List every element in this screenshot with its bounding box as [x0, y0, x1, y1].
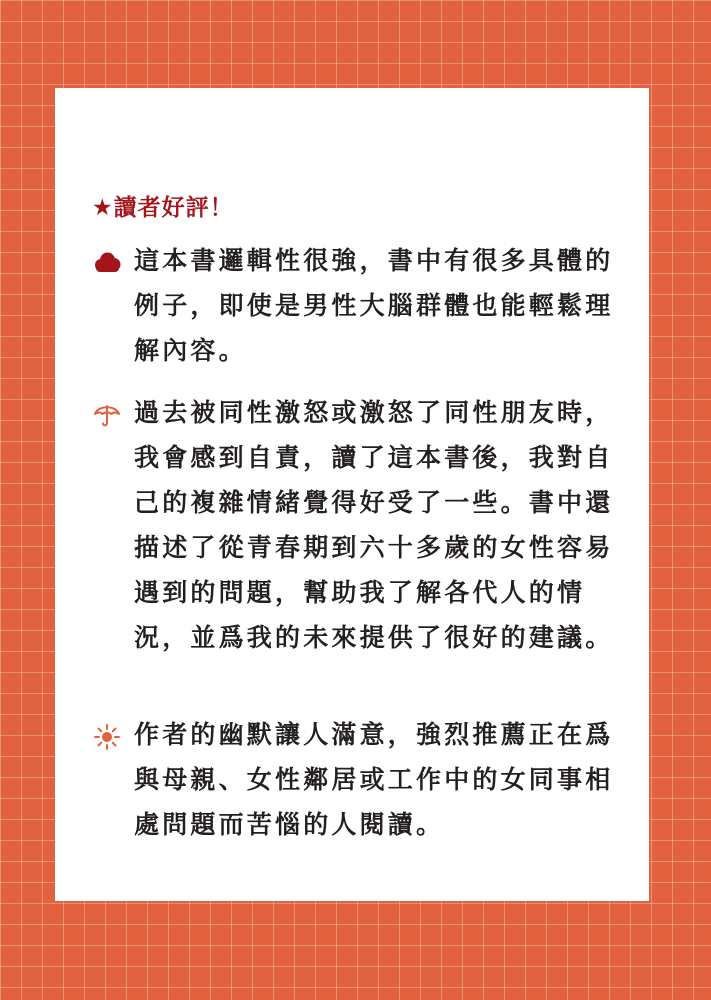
review-item	[92, 712, 632, 847]
review-text: 這本書邏輯性很強，書中有很多具體的例子，即使是男性大腦群體也能輕鬆理解內容。	[134, 246, 614, 365]
sun-icon	[92, 724, 122, 750]
review-item	[92, 238, 632, 373]
review-item	[92, 390, 632, 660]
umbrella-icon	[92, 402, 122, 428]
review-card	[55, 88, 649, 901]
card-title: ★讀者好評！	[92, 195, 234, 221]
review-text: 作者的幽默讓人滿意，強烈推薦正在爲與母親、女性鄰居或工作中的女同事相處問題而苦惱的人閱讀。	[134, 720, 614, 839]
cloud-icon	[92, 250, 122, 276]
review-text: 過去被同性激怒或激怒了同性朋友時，我會感到自責，讀了這本書後，我對自己的複雜情緒覺得好受了一些。書中還描述了從青春期到六十多歲的女性容易遇到的問題，幫助我了解各代人的情況，並爲我的未來提供了很好的建議。	[134, 398, 614, 652]
